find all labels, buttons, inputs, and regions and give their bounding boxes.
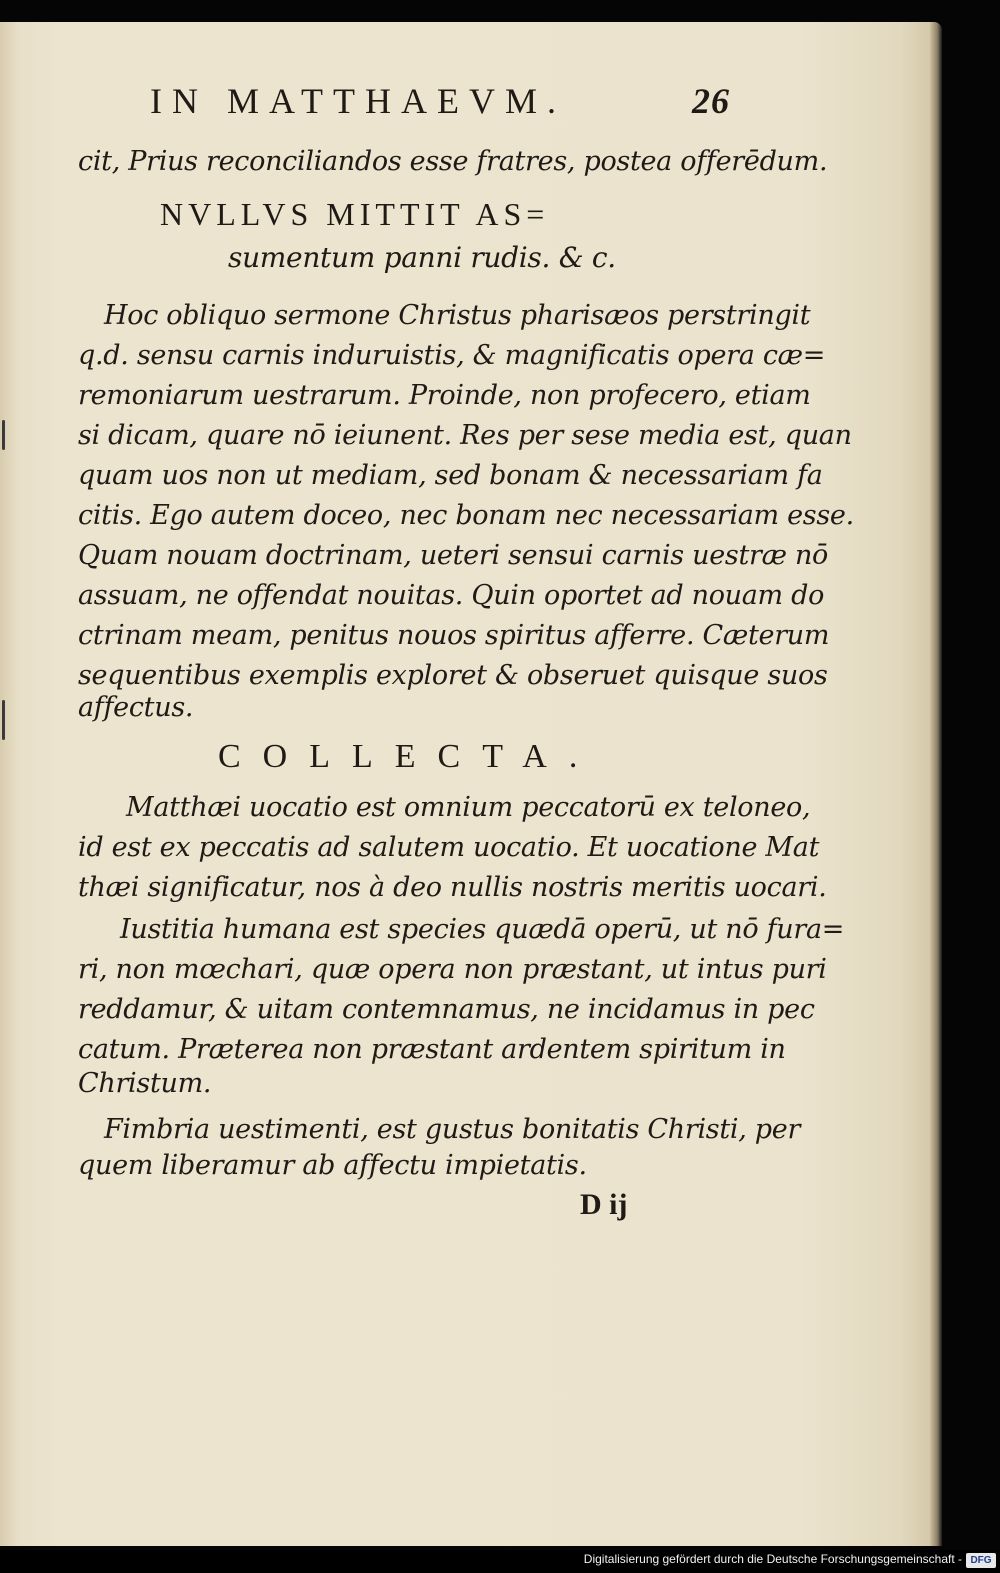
section-heading-nullus: NVLLVS MITTIT AS= [160, 196, 550, 232]
text-line: quam uos non ut mediam, sed bonam & necessariam fa [78, 460, 823, 491]
text-line: citis. Ego autem doceo, nec bonam nec necessariam esse. [78, 500, 854, 531]
text-line: remoniarum uestrarum. Proinde, non profecero, etiam [78, 380, 811, 411]
text-line: Iustitia humana est species quædā operū, ut nō fura= [120, 914, 845, 945]
gutter-mark [2, 700, 5, 740]
text-line: Quam nouam doctrinam, ueteri sensui carnis uestræ nō [78, 540, 829, 571]
page-edge-shadow [930, 22, 942, 1546]
text-line: reddamur, & uitam contemnamus, ne incidamus in pec [78, 994, 815, 1025]
text-line: id est ex peccatis ad salutem uocatio. Et uocatione Mat [78, 832, 820, 863]
text-line: thæi significatur, nos à deo nullis nostris meritis uocari. [78, 872, 827, 903]
text-line: Fimbria uestimenti, est gustus bonitatis Christi, per [104, 1114, 801, 1145]
text-line: catum. Præterea non præstant ardentem spiritum in [78, 1034, 786, 1065]
text-line: si dicam, quare nō ieiunent. Res per sese media est, quan [78, 420, 852, 451]
text-line: sequentibus exemplis exploret & obseruet quisque suos [78, 660, 828, 691]
running-head-title: IN MATTHAEVM. [150, 81, 566, 121]
text-line: assuam, ne offendat nouitas. Quin oportet ad nouam do [78, 580, 825, 611]
digitization-credit: Digitalisierung gefördert durch die Deutsche Forschungsgemeinschaft - [583, 1552, 962, 1566]
text-line: q.d. sensu carnis induruistis, & magnificatis opera cæ= [78, 340, 826, 371]
text-line: affectus. [78, 692, 194, 723]
text-line: Christum. [78, 1068, 212, 1099]
text-line: quem liberamur ab affectu impietatis. [78, 1150, 587, 1181]
gutter-mark [2, 420, 5, 450]
text-line: Hoc obliquo sermone Christus pharisæos perstringit [104, 300, 811, 331]
section-heading-nullus-continued: sumentum panni rudis. & c. [228, 241, 616, 274]
dfg-logo: DFG [966, 1553, 996, 1568]
page-number: 26 [692, 81, 730, 121]
section-heading-collecta: COLLECTA. [218, 738, 600, 775]
text-line: ctrinam meam, penitus nouos spiritus afferre. Cæterum [78, 620, 830, 651]
text-line: cit, Prius reconciliandos esse fratres, postea offerēdum. [78, 146, 828, 177]
signature-mark: D ij [580, 1188, 628, 1221]
text-line: Matthæi uocatio est omnium peccatorū ex teloneo, [126, 792, 811, 823]
running-head [150, 80, 730, 126]
text-line: ri, non mœchari, quæ opera non præstant, ut intus puri [78, 954, 827, 985]
